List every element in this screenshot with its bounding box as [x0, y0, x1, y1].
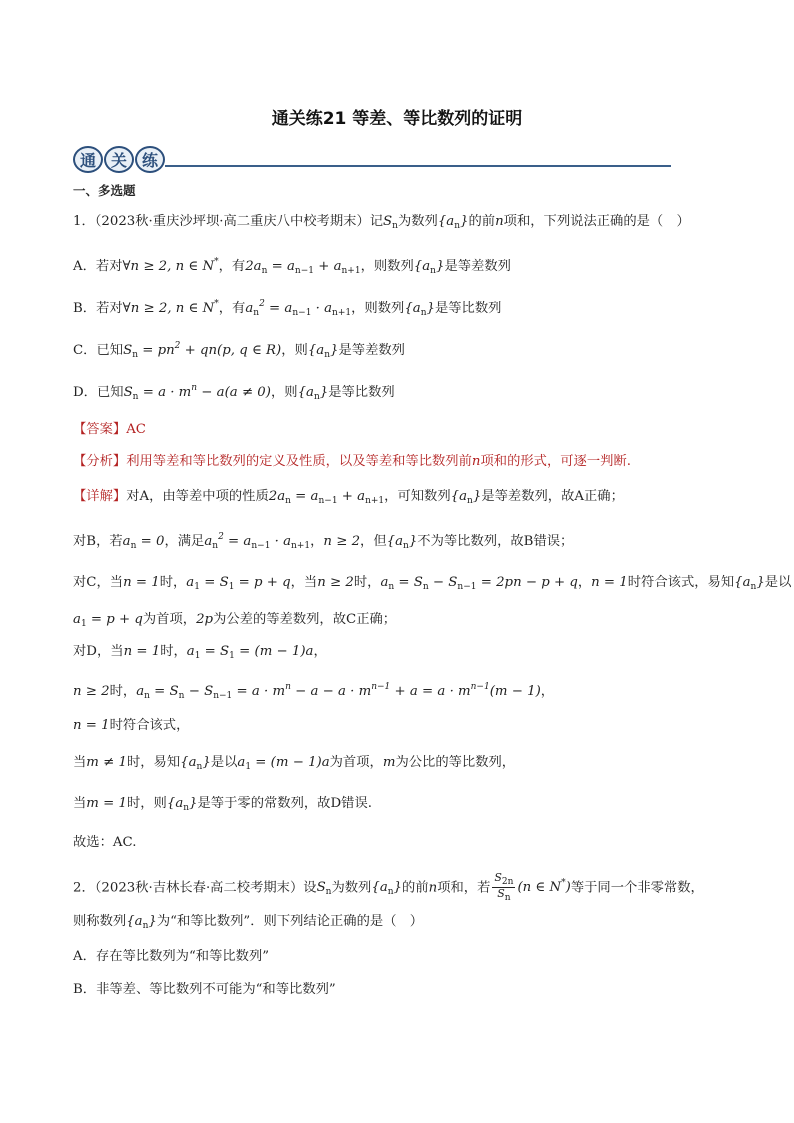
badge-char: 通: [73, 146, 103, 173]
q1-option-b: B．若对∀n ≥ 2, n ∈ N*，有$a_n^2 = a_{n-1} \cdot a_{n+1}$，则数列$\{a_n\}$是等比数列: [73, 299, 502, 318]
fraction: $\frac{S_{2n}}{S_n}$: [494, 871, 514, 904]
section-badge: [73, 146, 165, 173]
detail-line-7: n = 1时符合该式，: [73, 718, 190, 733]
section-heading: 一、多选题: [73, 183, 136, 198]
badge-underline: [165, 165, 671, 167]
document-title: 通关练21 等差、等比数列的证明: [271, 109, 523, 129]
detail-line-3: 对C，当n = 1时，$a_1 = S_1 = p + q$，当n ≥ 2时，$a_n = S_n - S_{n-1} = 2pn - p + q$，n = 1时符合该式，易知$\{a_n\}$是以: [73, 575, 792, 592]
detail-line-4: $a_1 = p + q$为首项，2p为公差的等差数列，故C正确；: [73, 612, 397, 629]
detail-line-9: 当m = 1时，则$\{a_n\}$是等于零的常数列，故D错误.: [73, 796, 372, 813]
q1-option-d: D．已知$S_n = a \cdot m^n - a(a \ne 0)$，则$\{a_n\}$是等比数列: [73, 383, 395, 402]
detail-line-8: 当m ≠ 1时，易知$\{a_n\}$是以$a_1 = (m - 1)a$为首项，m为公比的等比数列，: [73, 755, 516, 772]
answer-line: 【答案】AC: [73, 422, 146, 437]
detail-line-1: 【详解】对A，由等差中项的性质$2a_n = a_{n-1} + a_{n+1}$，可知数列$\{a_n\}$是等差数列，故A正确；: [73, 489, 624, 506]
analysis-line: 【分析】利用等差和等比数列的定义及性质，以及等差和等比数列前n项和的形式，可逐一判断.: [73, 454, 631, 469]
q1-stem: 1．（2023秋·重庆沙坪坝·高二重庆八中校考期末）记$S_n$为数列$\{a_n\}$的前n项和，下列说法正确的是（ ）: [73, 214, 690, 231]
detail-line-6: n ≥ 2时，$a_n = S_n - S_{n-1} = a \cdot m^n - a - a \cdot m^{n-1} + a = a \cdot m^{n-1}(m - 1)$，: [73, 682, 555, 701]
q2-stem-line-2: 则称数列$\{a_n\}$为“和等比数列”．则下列结论正确的是（ ）: [73, 914, 424, 931]
q2-option-a: A．存在等比数列为“和等比数列”: [73, 949, 270, 964]
q2-stem: 2．（2023秋·吉林长春·高二校考期末）设$S_n$为数列$\{a_n\}$的前n项和，若 $\frac{S_{2n}}{S_n}$ (n ∈ N*)等于同一个非零常数，: [73, 871, 704, 904]
q1-option-c: C．已知$S_n = pn^2 + qn(p$, q ∈ R)，则$\{a_n\}$是等差数列: [73, 341, 405, 360]
q1-option-a: A．若对∀n ≥ 2, n ∈ N*，有$2a_n = a_{n-1} + a_{n+1}$，则数列$\{a_n\}$是等差数列: [73, 257, 511, 276]
badge-char: 练: [135, 146, 165, 173]
badge-char: 关: [104, 146, 134, 173]
detail-line-2: 对B，若$a_n = 0$，满足$a_n^2 = a_{n-1} \cdot a_{n+1}$，n ≥ 2，但$\{a_n\}$不为等比数列，故B错误；: [73, 532, 574, 551]
detail-line-5: 对D，当n = 1时，$a_1 = S_1 = (m - 1)a$，: [73, 644, 327, 661]
detail-conclusion: 故选：AC.: [73, 835, 137, 850]
q2-option-b: B．非等差、等比数列不可能为“和等比数列”: [73, 982, 336, 997]
